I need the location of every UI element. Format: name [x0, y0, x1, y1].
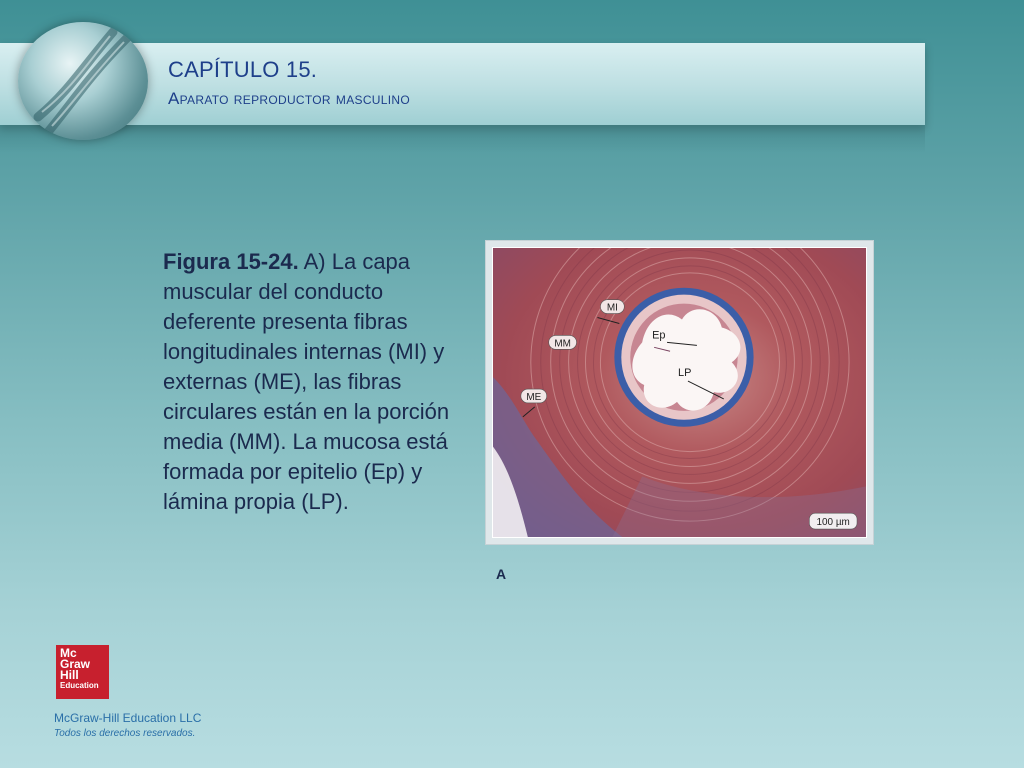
scale-bar: [809, 513, 857, 529]
chapter-title: CAPÍTULO 15.: [168, 57, 318, 82]
panel-letter: A: [496, 566, 507, 582]
label-mi-text: MI: [606, 302, 618, 314]
logo-line-3: Hill: [60, 668, 79, 682]
histology-micrograph: [493, 248, 866, 537]
label-me-text: ME: [526, 391, 542, 403]
scale-bar-text: 100 µm: [816, 517, 850, 529]
footer-company: McGraw-Hill Education LLC: [54, 711, 202, 725]
chapter-orb-image: [18, 22, 148, 140]
label-lp-text: LP: [678, 367, 692, 380]
chapter-subtitle: Aparato reproductor masculino: [168, 89, 410, 108]
logo-line-1: Mc: [60, 646, 77, 660]
figure-caption-label: Figura 15-24.: [163, 249, 299, 274]
footer-rights: Todos los derechos reservados.: [54, 728, 196, 739]
logo-line-2: Graw: [60, 657, 91, 671]
figure-caption-text: A) La capa muscular del conducto deferente presenta fibras longitudinales internas (MI) y externas (ME), las fibras circulares están en la porción media (MM). La mucosa está formada por epitelio (Ep) y lámina propia (LP).: [163, 249, 450, 514]
header-shadow: [0, 125, 925, 153]
label-ep-text: Ep: [652, 329, 666, 342]
figure-caption: [163, 247, 468, 517]
label-mm: [549, 335, 577, 349]
label-mm-text: MM: [554, 338, 571, 350]
logo-line-4: Education: [60, 681, 99, 690]
figure-frame: [485, 240, 874, 545]
mcgraw-hill-logo: [56, 645, 109, 699]
